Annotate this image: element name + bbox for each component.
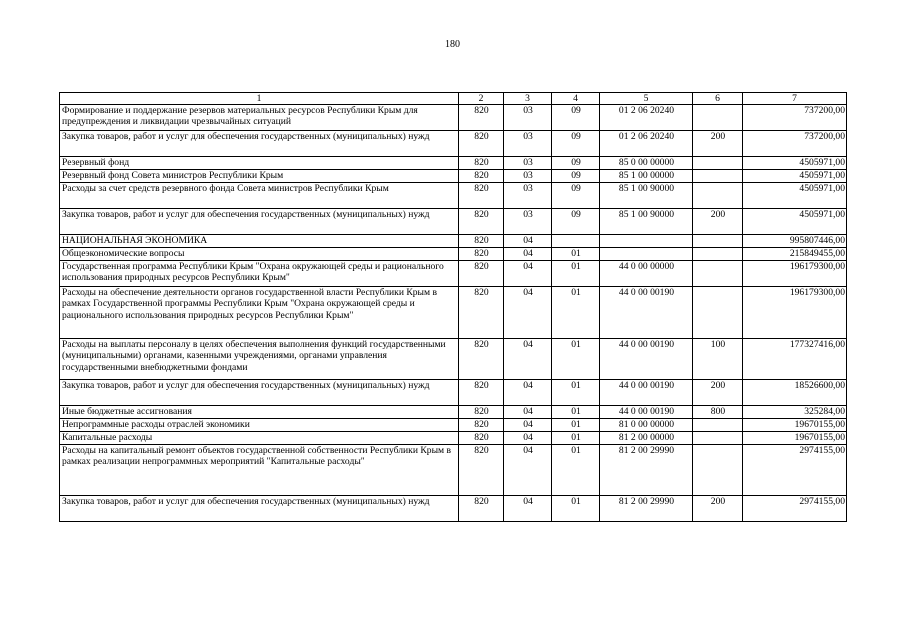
row-sum: 2974155,00	[743, 496, 847, 522]
table-row	[60, 496, 847, 522]
table-row	[60, 183, 847, 209]
row-target-article: 85 1 00 90000	[600, 183, 693, 209]
page-number: 180	[445, 39, 460, 50]
row-name: Расходы за счет средств резервного фонда Совета министров Республики Крым	[60, 183, 459, 209]
table-row	[60, 419, 847, 432]
row-expense-type	[693, 183, 743, 209]
row-subsection: 09	[552, 209, 600, 235]
row-target-article: 44 0 00 00000	[600, 261, 693, 287]
table-row	[60, 261, 847, 287]
row-sum: 177327416,00	[743, 339, 847, 380]
row-target-article: 44 0 00 00190	[600, 406, 693, 419]
column-header-2: 2	[459, 93, 504, 105]
row-name: Расходы на капитальный ремонт объектов государственной собственности Республики Крым в рамках реализации непрограммных мероприятий "Капитальные расходы"	[60, 445, 459, 496]
row-target-article: 44 0 00 00190	[600, 380, 693, 406]
table-row	[60, 235, 847, 248]
row-sum: 19670155,00	[743, 419, 847, 432]
table-row	[60, 131, 847, 157]
row-subsection: 01	[552, 261, 600, 287]
row-target-article: 85 1 00 00000	[600, 170, 693, 183]
row-grbs: 820	[459, 235, 504, 248]
row-name: Государственная программа Республики Крым "Охрана окружающей среды и рационального использования природных ресурсов Республики Крым"	[60, 261, 459, 287]
row-section: 04	[504, 235, 552, 248]
row-sum: 196179300,00	[743, 261, 847, 287]
row-target-article: 44 0 00 00190	[600, 339, 693, 380]
row-section: 04	[504, 496, 552, 522]
row-sum: 995807446,00	[743, 235, 847, 248]
row-grbs: 820	[459, 170, 504, 183]
row-sum: 2974155,00	[743, 445, 847, 496]
row-subsection: 09	[552, 105, 600, 131]
row-sum: 19670155,00	[743, 432, 847, 445]
column-header-3: 3	[504, 93, 552, 105]
row-target-article: 81 2 00 00000	[600, 432, 693, 445]
row-section: 04	[504, 248, 552, 261]
row-expense-type	[693, 235, 743, 248]
table-row	[60, 287, 847, 339]
row-grbs: 820	[459, 183, 504, 209]
table-row	[60, 406, 847, 419]
table-row	[60, 380, 847, 406]
table-row	[60, 445, 847, 496]
column-header-7: 7	[743, 93, 847, 105]
table-row	[60, 248, 847, 261]
row-subsection: 01	[552, 339, 600, 380]
row-expense-type: 800	[693, 406, 743, 419]
row-grbs: 820	[459, 380, 504, 406]
row-sum: 215849455,00	[743, 248, 847, 261]
row-name: НАЦИОНАЛЬНАЯ ЭКОНОМИКА	[60, 235, 459, 248]
row-grbs: 820	[459, 248, 504, 261]
row-name: Закупка товаров, работ и услуг для обеспечения государственных (муниципальных) нужд	[60, 209, 459, 235]
row-section: 04	[504, 406, 552, 419]
row-target-article	[600, 235, 693, 248]
row-expense-type: 200	[693, 380, 743, 406]
row-expense-type	[693, 287, 743, 339]
row-sum: 4505971,00	[743, 170, 847, 183]
row-name: Капитальные расходы	[60, 432, 459, 445]
row-name: Резервный фонд	[60, 157, 459, 170]
row-grbs: 820	[459, 445, 504, 496]
table-row	[60, 105, 847, 131]
table-row	[60, 432, 847, 445]
table-row	[60, 209, 847, 235]
row-subsection: 09	[552, 183, 600, 209]
row-expense-type: 100	[693, 339, 743, 380]
row-name: Закупка товаров, работ и услуг для обеспечения государственных (муниципальных) нужд	[60, 380, 459, 406]
row-target-article: 44 0 00 00190	[600, 287, 693, 339]
row-expense-type	[693, 445, 743, 496]
row-section: 03	[504, 183, 552, 209]
row-sum: 4505971,00	[743, 209, 847, 235]
row-expense-type	[693, 105, 743, 131]
table-header-row	[60, 93, 847, 105]
row-name: Непрограммные расходы отраслей экономики	[60, 419, 459, 432]
row-target-article: 85 0 00 00000	[600, 157, 693, 170]
row-section: 04	[504, 261, 552, 287]
row-name: Резервный фонд Совета министров Республики Крым	[60, 170, 459, 183]
row-target-article: 01 2 06 20240	[600, 105, 693, 131]
row-section: 03	[504, 170, 552, 183]
row-sum: 196179300,00	[743, 287, 847, 339]
table-row	[60, 157, 847, 170]
row-grbs: 820	[459, 339, 504, 380]
row-name: Расходы на обеспечение деятельности органов государственной власти Республики Крым в рамках Государственной программы Республики Крым "Охрана окружающей среды и рационального использования природных ресурсов Республики Крым"	[60, 287, 459, 339]
row-grbs: 820	[459, 131, 504, 157]
row-subsection: 01	[552, 432, 600, 445]
row-subsection: 09	[552, 131, 600, 157]
row-expense-type: 200	[693, 209, 743, 235]
row-expense-type	[693, 261, 743, 287]
column-header-4: 4	[552, 93, 600, 105]
row-section: 04	[504, 432, 552, 445]
row-subsection: 09	[552, 170, 600, 183]
row-name: Закупка товаров, работ и услуг для обеспечения государственных (муниципальных) нужд	[60, 131, 459, 157]
row-sum: 4505971,00	[743, 183, 847, 209]
row-sum: 737200,00	[743, 105, 847, 131]
row-target-article: 81 2 00 29990	[600, 445, 693, 496]
row-target-article: 85 1 00 90000	[600, 209, 693, 235]
row-sum: 18526600,00	[743, 380, 847, 406]
row-target-article	[600, 248, 693, 261]
row-grbs: 820	[459, 432, 504, 445]
row-subsection: 01	[552, 380, 600, 406]
row-sum: 737200,00	[743, 131, 847, 157]
row-grbs: 820	[459, 261, 504, 287]
row-section: 03	[504, 157, 552, 170]
row-subsection: 01	[552, 406, 600, 419]
row-subsection	[552, 235, 600, 248]
row-name: Иные бюджетные ассигнования	[60, 406, 459, 419]
column-header-5: 5	[600, 93, 693, 105]
row-name: Расходы на выплаты персоналу в целях обеспечения выполнения функций государственными (муниципальными) органами, казенными учреждениями, органами управления государственными внебюджетными фондами	[60, 339, 459, 380]
row-section: 04	[504, 419, 552, 432]
table-row	[60, 170, 847, 183]
row-subsection: 01	[552, 496, 600, 522]
row-section: 04	[504, 287, 552, 339]
row-name: Закупка товаров, работ и услуг для обеспечения государственных (муниципальных) нужд	[60, 496, 459, 522]
row-grbs: 820	[459, 209, 504, 235]
row-grbs: 820	[459, 496, 504, 522]
row-expense-type	[693, 419, 743, 432]
row-name: Формирование и поддержание резервов материальных ресурсов Республики Крым для предупреждения и ликвидации чрезвычайных ситуаций	[60, 105, 459, 131]
row-grbs: 820	[459, 287, 504, 339]
row-subsection: 01	[552, 287, 600, 339]
row-expense-type	[693, 432, 743, 445]
row-section: 03	[504, 105, 552, 131]
row-target-article: 81 0 00 00000	[600, 419, 693, 432]
row-subsection: 01	[552, 248, 600, 261]
table-row	[60, 339, 847, 380]
row-target-article: 81 2 00 29990	[600, 496, 693, 522]
row-section: 04	[504, 445, 552, 496]
row-sum: 4505971,00	[743, 157, 847, 170]
row-section: 03	[504, 131, 552, 157]
row-subsection: 01	[552, 445, 600, 496]
row-target-article: 01 2 06 20240	[600, 131, 693, 157]
row-expense-type: 200	[693, 131, 743, 157]
row-name: Общеэкономические вопросы	[60, 248, 459, 261]
row-grbs: 820	[459, 105, 504, 131]
column-header-1: 1	[60, 93, 459, 105]
row-subsection: 09	[552, 157, 600, 170]
row-subsection: 01	[552, 419, 600, 432]
row-grbs: 820	[459, 419, 504, 432]
row-expense-type	[693, 157, 743, 170]
row-sum: 325284,00	[743, 406, 847, 419]
row-section: 03	[504, 209, 552, 235]
column-header-6: 6	[693, 93, 743, 105]
row-grbs: 820	[459, 406, 504, 419]
row-expense-type	[693, 248, 743, 261]
row-section: 04	[504, 380, 552, 406]
row-section: 04	[504, 339, 552, 380]
row-expense-type: 200	[693, 496, 743, 522]
budget-table	[59, 92, 847, 522]
row-grbs: 820	[459, 157, 504, 170]
row-expense-type	[693, 170, 743, 183]
